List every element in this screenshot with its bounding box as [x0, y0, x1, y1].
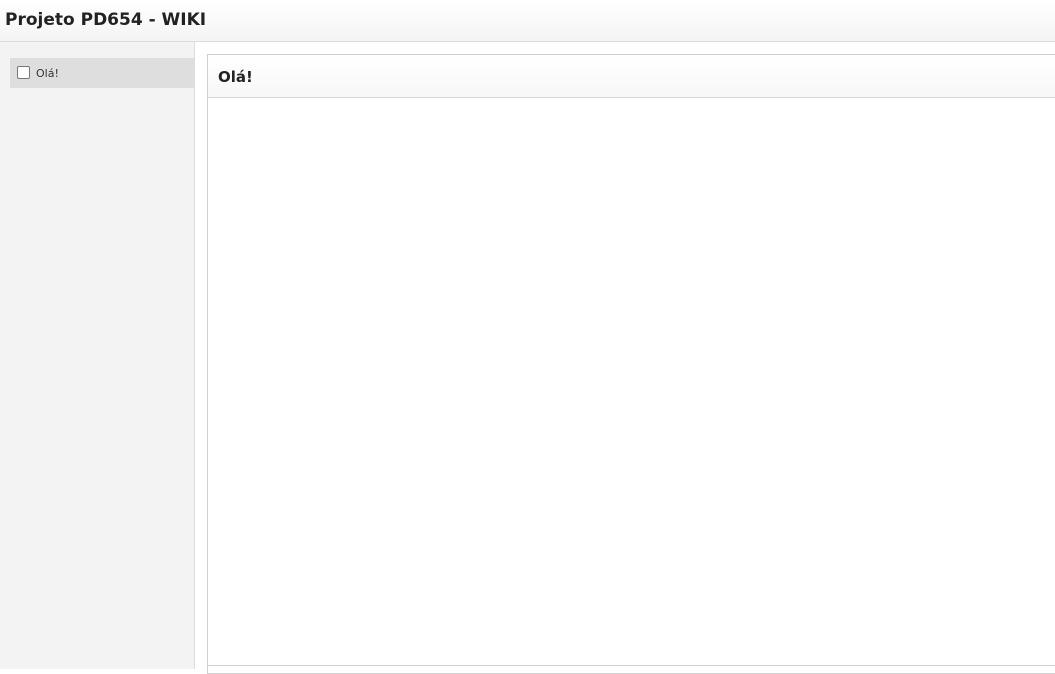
page-checkbox[interactable] [17, 66, 30, 79]
page-panel [207, 54, 1055, 674]
sidebar [0, 42, 195, 669]
page-title: Olá! [218, 68, 253, 86]
page-header [208, 55, 1055, 98]
top-bar [0, 0, 1055, 42]
sidebar-item-ola[interactable] [10, 58, 195, 88]
footer-divider [207, 665, 1055, 666]
app-title: Projeto PD654 - WIKI [5, 10, 207, 30]
sidebar-item-label: Olá! [36, 67, 59, 80]
